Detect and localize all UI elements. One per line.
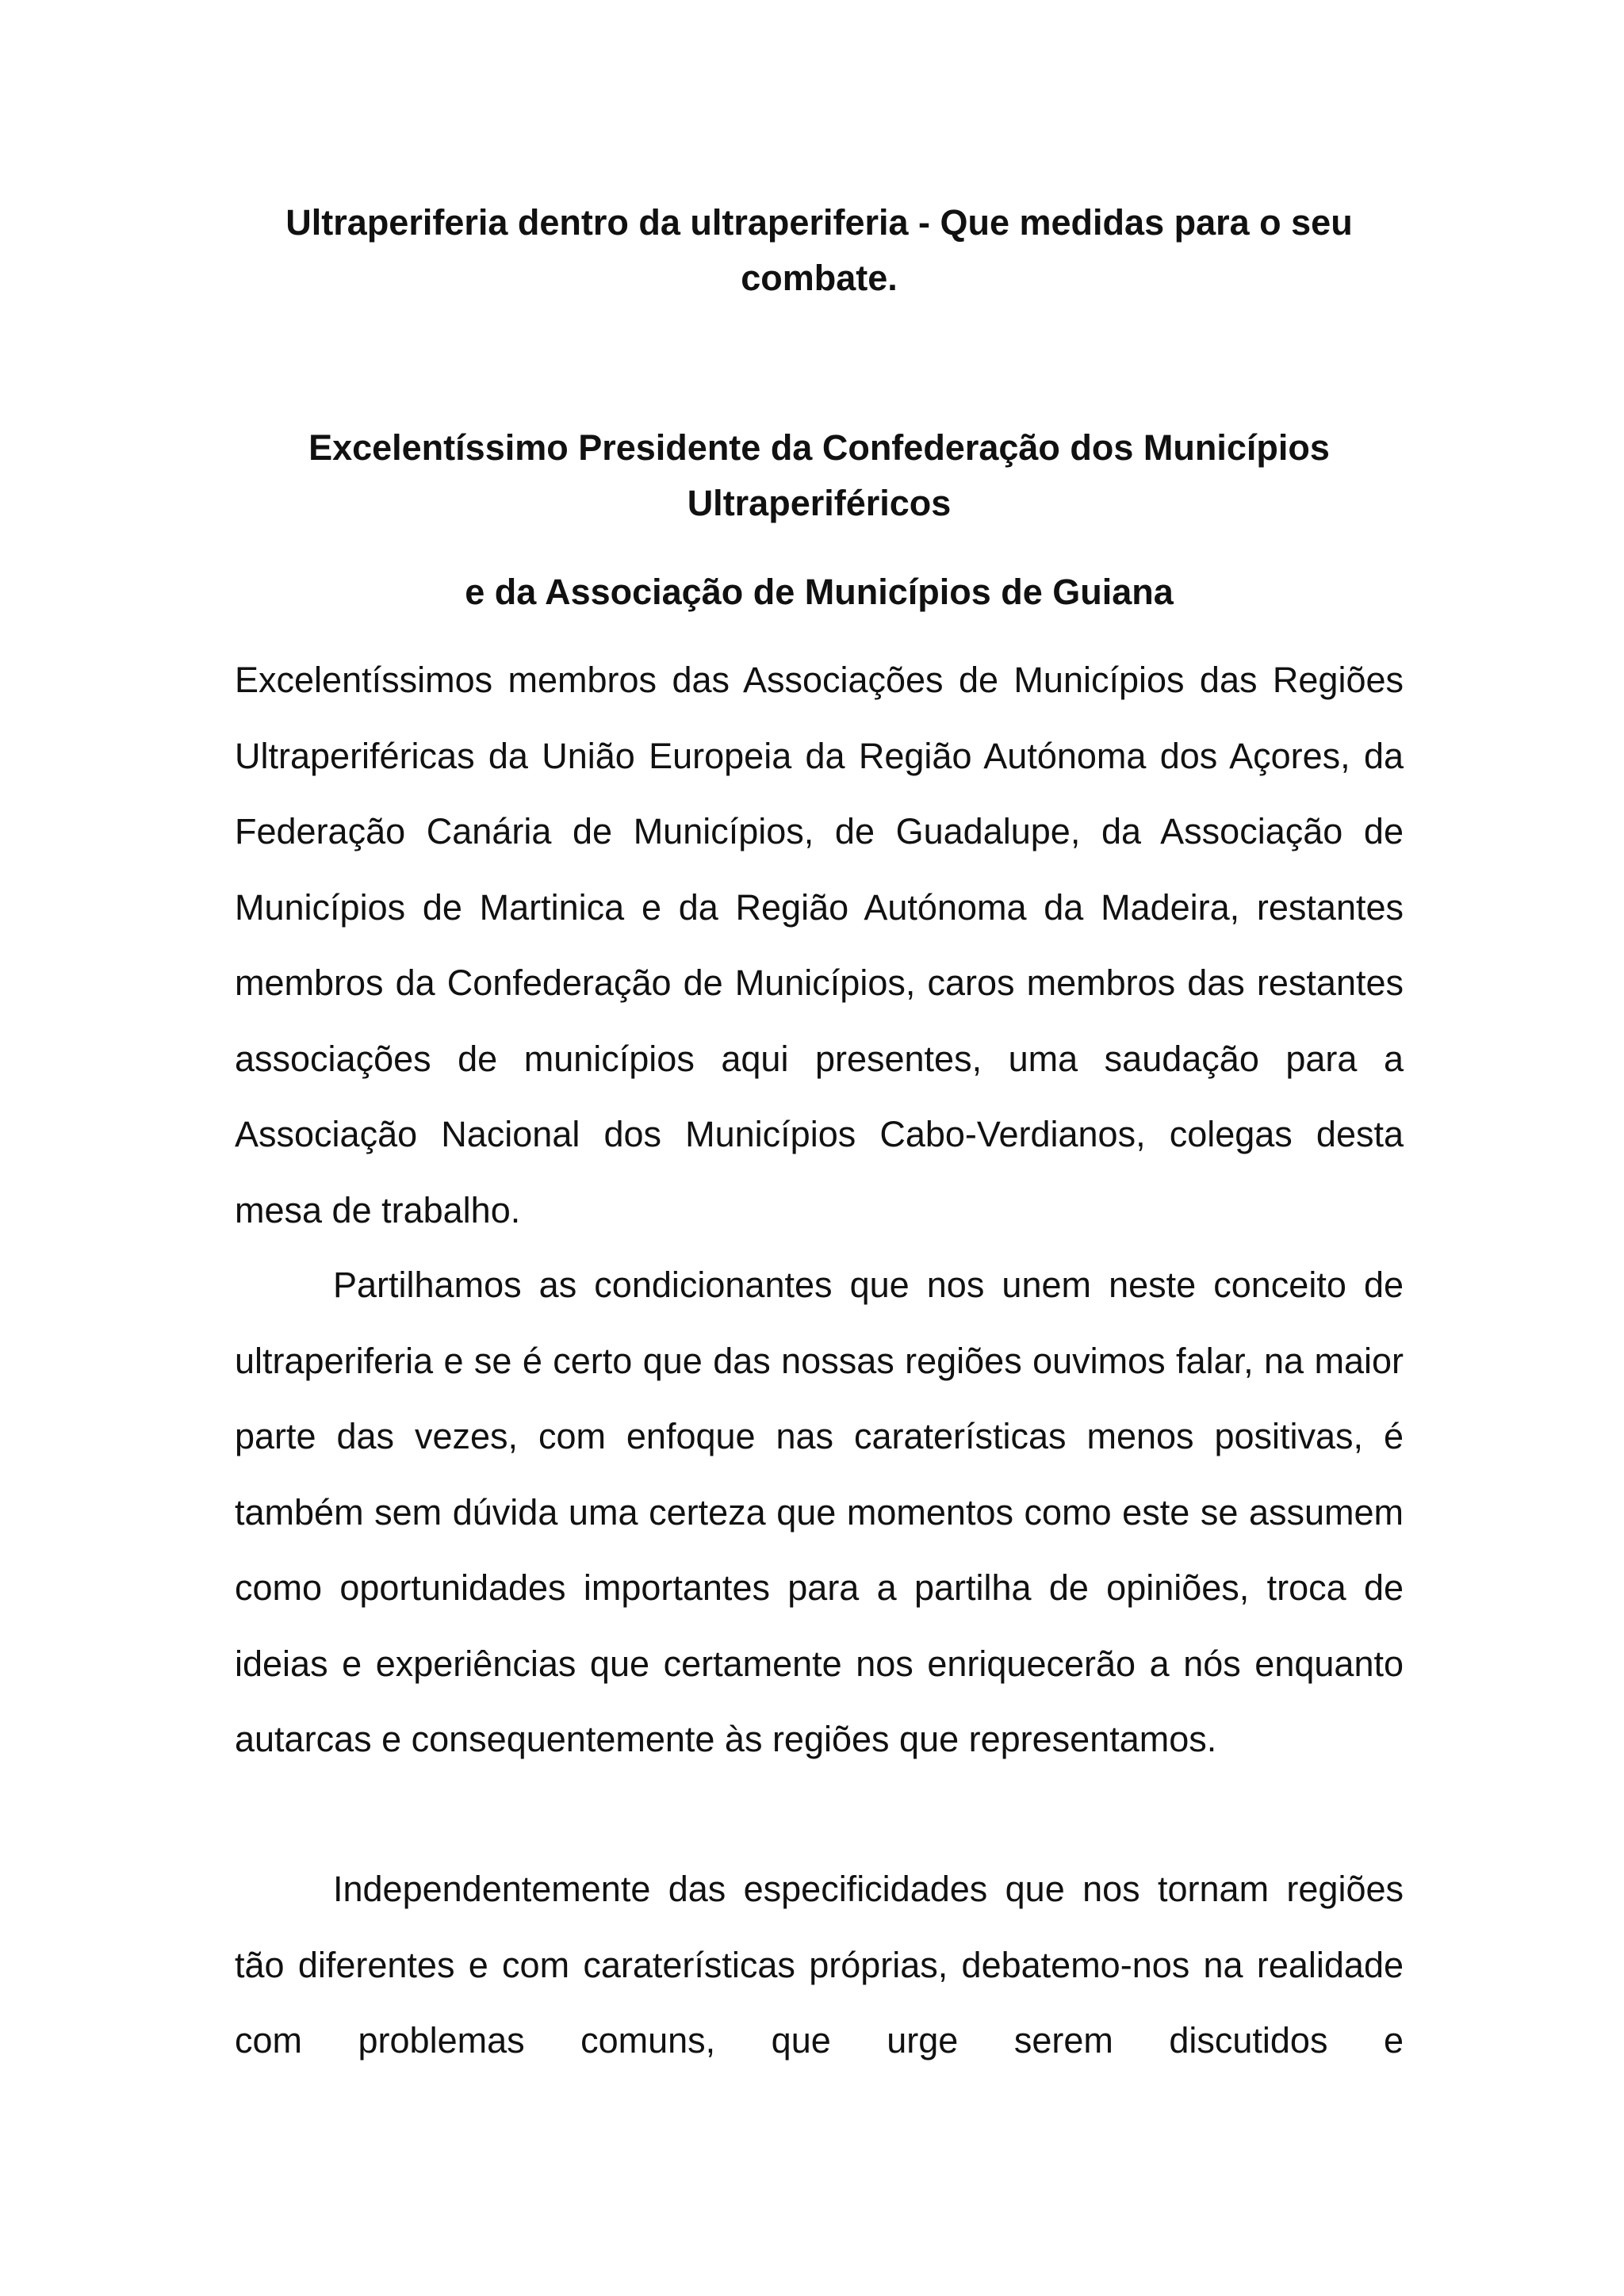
paragraph: Partilhamos as condicionantes que nos unem neste conceito de ultraperiferia e se é certo que das nossas regiões ouvimos falar, na maior parte das vezes, com enfoque nas caraterísticas menos positivas, é também sem dúvida uma certeza que momentos como este se assumem como oportunidades importantes para a partilha de opiniões, troca de ideias e experiências que certamente nos enriquecerão a nós enquanto autarcas e consequentemente às regiões que representamos.: [235, 1265, 1404, 1759]
paragraph: Excelentíssimos membros das Associações de Municípios das Regiões Ultraperiféricas da União Europeia da Região Autónoma dos Açores, da Federação Canária de Municípios, de Guadalupe, da Associação de Municípios de Martinica e da Região Autónoma da Madeira, restantes membros da Confederação de Municípios, caros membros das restantes associações de municípios aqui presentes, uma saudação para a Associação Nacional dos Municípios Cabo-Verdianos, colegas desta mesa de trabalho.: [235, 660, 1404, 1230]
salutation-line: e da Associação de Municípios de Guiana: [465, 572, 1174, 612]
document-title: Ultraperiferia dentro da ultraperiferia - Que medidas para o seu combate.: [285, 202, 1353, 298]
paragraph: Independentemente das especificidades que nos tornam regiões tão diferentes e com caraterísticas próprias, debatemo-nos na realidade com problemas comuns, que urge serem discutidos e: [235, 1869, 1404, 2061]
salutation-line: Excelentíssimo Presidente da Confederação dos Municípios Ultraperiféricos: [308, 427, 1330, 523]
